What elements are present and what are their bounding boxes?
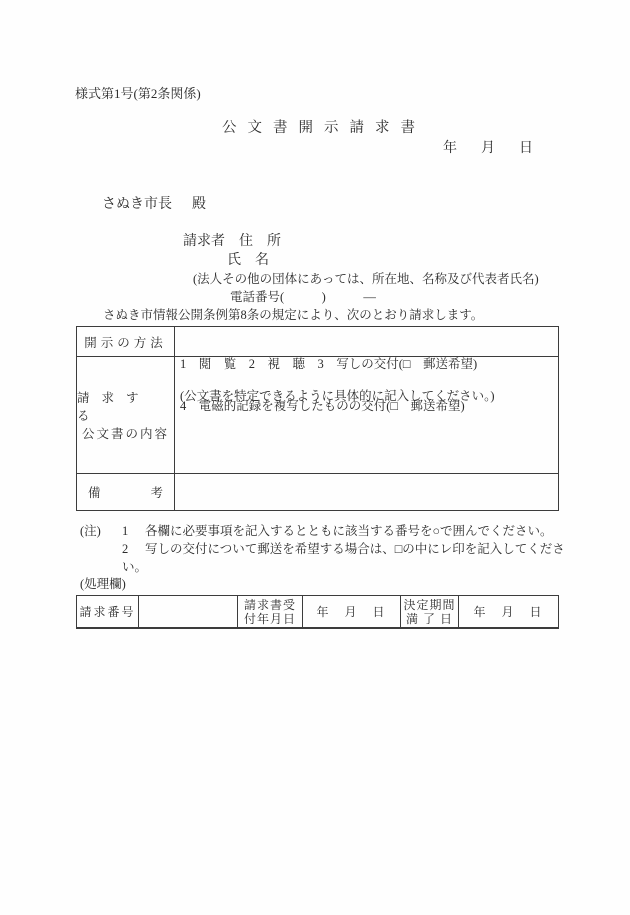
receipt-date-label-line1: 請求書受 — [243, 597, 296, 612]
note-2-continuation: い。 — [122, 560, 148, 574]
requested-document-label-cell — [77, 357, 175, 474]
disclosure-method-label: 開示の方法 — [84, 335, 167, 350]
requester-name-line: 氏 名 — [227, 253, 269, 268]
note-1-number: 1 — [122, 524, 129, 538]
corporate-note: (法人その他の団体にあっては、所在地、名称及び代表者氏名) — [193, 272, 539, 286]
method-option-line-1: 1 閲 覧 2 視 聴 3 写しの交付(□ 郵送希望) — [180, 357, 478, 371]
receipt-date-value-cell: 年 月 日 — [303, 596, 401, 628]
addressee-name: さぬき市長 — [102, 197, 172, 212]
request-number-value-cell — [139, 596, 238, 628]
receipt-date-label-cell — [238, 596, 303, 628]
disclosure-method-label-cell — [77, 327, 175, 357]
method-option-line-2: 4 電磁的記録を複写したものの交付(□ 郵送希望) — [180, 399, 465, 413]
remarks-content-cell — [175, 474, 558, 510]
remarks-label-left: 備 — [88, 486, 101, 500]
phone-line: 電話番号( ) ― — [230, 290, 376, 304]
request-number-label-cell: 請求番号 — [77, 596, 139, 628]
processing-section-label: (処理欄) — [80, 577, 126, 591]
remarks-label-right: 考 — [150, 486, 163, 500]
decision-deadline-label-line1: 決定期間 — [403, 597, 456, 612]
decision-deadline-label-cell — [401, 596, 459, 628]
date-line: 年 月 日 — [443, 141, 538, 156]
addressee-honorific: 殿 — [192, 197, 206, 212]
receipt-date-label-line2: 付年月日 — [243, 611, 296, 626]
note-2-number: 2 — [122, 542, 129, 556]
addressee-line — [102, 196, 206, 214]
requested-document-hint: (公文書を特定できるように具体的に記入してください。) — [180, 389, 495, 403]
requester-address-line: 請求者 住 所 — [183, 234, 281, 249]
notes-marker: (注) — [80, 524, 101, 538]
note-1-text: 各欄に必要事項を記入するとともに該当する番号を○で囲んでください。 — [145, 524, 553, 538]
decision-deadline-label-line2: 満 了 日 — [405, 611, 453, 626]
page-title: 公文書開示請求書 — [222, 120, 426, 136]
intro-sentence: さぬき市情報公開条例第8条の規定により、次のとおり請求します。 — [103, 308, 484, 322]
remarks-label-cell — [77, 474, 175, 510]
processing-table — [76, 595, 559, 629]
form-style-number: 様式第1号(第2条関係) — [75, 86, 201, 101]
note-2-text: 写しの交付について郵送を希望する場合は、□の中にレ印を記入してくださ — [145, 542, 565, 556]
requested-document-label-line2: 公文書の内容 — [81, 427, 169, 441]
decision-deadline-value-cell: 年 月 日 — [459, 596, 558, 628]
requested-document-label-line1: 請求する — [77, 391, 151, 423]
requested-document-content-cell — [175, 357, 558, 474]
request-table — [76, 326, 559, 511]
